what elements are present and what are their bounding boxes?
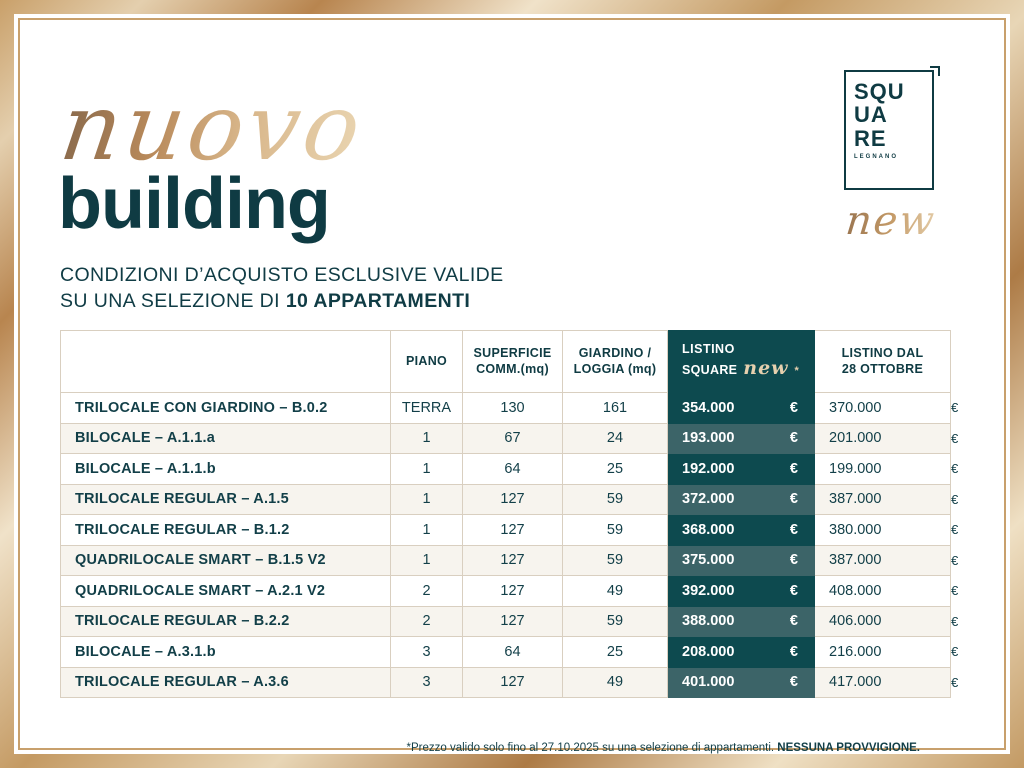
cell-superficie: 67 bbox=[463, 423, 563, 454]
cell-price-new: 192.000 € bbox=[668, 454, 815, 485]
price-table-head bbox=[61, 331, 975, 393]
cell-piano: 2 bbox=[391, 576, 463, 607]
cell-piano: TERRA bbox=[391, 393, 463, 424]
cell-price-old: 216.000 bbox=[815, 637, 951, 668]
cell-superficie: 127 bbox=[463, 576, 563, 607]
th-giardino-loggia bbox=[563, 331, 668, 393]
table-row bbox=[61, 393, 975, 424]
cell-unit-name: TRILOCALE REGULAR – A.1.5 bbox=[61, 484, 391, 515]
th-listino-old bbox=[815, 331, 951, 393]
footnote bbox=[60, 742, 950, 754]
page-title: building bbox=[58, 164, 330, 244]
cell-giardino: 59 bbox=[563, 515, 668, 546]
cell-price-old: 201.000 bbox=[815, 423, 951, 454]
cell-giardino: 59 bbox=[563, 606, 668, 637]
cell-currency-symbol: € bbox=[951, 484, 975, 515]
cell-currency-symbol: € bbox=[951, 393, 975, 424]
th-listino-square-word: SQUARE bbox=[682, 363, 738, 378]
th-listino-old-l1: LISTINO DAL bbox=[841, 345, 924, 360]
flyer-content bbox=[34, 30, 990, 754]
cell-superficie: 130 bbox=[463, 393, 563, 424]
cell-unit-name: TRILOCALE CON GIARDINO – B.0.2 bbox=[61, 393, 391, 424]
cell-currency-symbol: € bbox=[951, 454, 975, 485]
cell-giardino: 59 bbox=[563, 545, 668, 576]
cell-price-old: 370.000 bbox=[815, 393, 951, 424]
cell-price-old: 406.000 bbox=[815, 606, 951, 637]
cell-currency-symbol: € bbox=[951, 515, 975, 546]
footnote-text: *Prezzo valido solo fino al 27.10.2025 su una selezione di appartamenti. bbox=[406, 742, 778, 754]
cell-unit-name: TRILOCALE REGULAR – B.2.2 bbox=[61, 606, 391, 637]
cell-price-old: 387.000 bbox=[815, 545, 951, 576]
script-headline: nuovo bbox=[54, 74, 371, 181]
cell-unit-name: BILOCALE – A.1.1.b bbox=[61, 454, 391, 485]
cell-price-new: 368.000 € bbox=[668, 515, 815, 546]
cell-giardino: 59 bbox=[563, 484, 668, 515]
th-giardino-l1: GIARDINO / bbox=[578, 345, 652, 360]
table-row bbox=[61, 667, 975, 698]
cell-superficie: 64 bbox=[463, 454, 563, 485]
cell-superficie: 127 bbox=[463, 545, 563, 576]
subtitle-line-1: CONDIZIONI D’ACQUISTO ESCLUSIVE VALIDE bbox=[60, 264, 504, 286]
cell-piano: 2 bbox=[391, 606, 463, 637]
cell-price-old: 199.000 bbox=[815, 454, 951, 485]
subtitle-line-2 bbox=[60, 288, 504, 314]
cell-unit-name: QUADRILOCALE SMART – B.1.5 V2 bbox=[61, 545, 391, 576]
cell-price-old: 387.000 bbox=[815, 484, 951, 515]
th-listino-l1: LISTINO bbox=[682, 341, 735, 356]
cell-unit-name: QUADRILOCALE SMART – A.2.1 V2 bbox=[61, 576, 391, 607]
cell-price-new: 388.000 € bbox=[668, 606, 815, 637]
cell-superficie: 127 bbox=[463, 667, 563, 698]
th-piano: PIANO bbox=[391, 331, 463, 393]
cell-giardino: 49 bbox=[563, 576, 668, 607]
cell-price-new: 354.000 € bbox=[668, 393, 815, 424]
th-superficie-l2: COMM.(mq) bbox=[476, 361, 549, 376]
cell-price-old: 408.000 bbox=[815, 576, 951, 607]
th-currency-spacer bbox=[951, 331, 975, 393]
cell-giardino: 24 bbox=[563, 423, 668, 454]
cell-price-old: 380.000 bbox=[815, 515, 951, 546]
table-row bbox=[61, 423, 975, 454]
cell-unit-name: BILOCALE – A.1.1.a bbox=[61, 423, 391, 454]
subtitle-apartments-count: 10 APPARTAMENTI bbox=[285, 290, 471, 313]
cell-piano: 1 bbox=[391, 515, 463, 546]
th-superficie-l1: SUPERFICIE bbox=[473, 345, 552, 360]
th-listino-square-new bbox=[668, 331, 815, 393]
cell-price-old: 417.000 bbox=[815, 667, 951, 698]
cell-price-new: 375.000 € bbox=[668, 545, 815, 576]
cell-piano: 3 bbox=[391, 637, 463, 668]
cell-price-new: 193.000 € bbox=[668, 423, 815, 454]
subtitle bbox=[60, 262, 504, 315]
cell-giardino: 25 bbox=[563, 454, 668, 485]
subtitle-line-2-text: SU UNA SELEZIONE DI bbox=[60, 290, 286, 313]
cell-piano: 3 bbox=[391, 667, 463, 698]
cell-unit-name: TRILOCALE REGULAR – A.3.6 bbox=[61, 667, 391, 698]
cell-piano: 1 bbox=[391, 423, 463, 454]
cell-currency-symbol: € bbox=[951, 606, 975, 637]
cell-piano: 1 bbox=[391, 454, 463, 485]
cell-currency-symbol: € bbox=[951, 576, 975, 607]
table-row bbox=[61, 545, 975, 576]
table-header-row bbox=[61, 331, 975, 393]
square-legnano-logo bbox=[844, 70, 934, 190]
cell-giardino: 49 bbox=[563, 667, 668, 698]
logo-brand-subtext: LEGNANO bbox=[854, 153, 898, 160]
cell-currency-symbol: € bbox=[951, 423, 975, 454]
table-row bbox=[61, 606, 975, 637]
th-giardino-l2: LOGGIA (mq) bbox=[573, 361, 657, 376]
table-row bbox=[61, 637, 975, 668]
cell-currency-symbol: € bbox=[951, 667, 975, 698]
cell-price-new: 401.000 € bbox=[668, 667, 815, 698]
cell-superficie: 127 bbox=[463, 606, 563, 637]
cell-unit-name: BILOCALE – A.3.1.b bbox=[61, 637, 391, 668]
cell-unit-name: TRILOCALE REGULAR – B.1.2 bbox=[61, 515, 391, 546]
table-row bbox=[61, 484, 975, 515]
cell-superficie: 127 bbox=[463, 515, 563, 546]
cell-price-new: 372.000 € bbox=[668, 484, 815, 515]
price-table-body bbox=[61, 393, 975, 698]
table-row bbox=[61, 576, 975, 607]
logo-line-3: RE bbox=[854, 125, 887, 151]
table-row bbox=[61, 515, 975, 546]
cell-price-new: 208.000 € bbox=[668, 637, 815, 668]
th-listino-l2 bbox=[682, 357, 814, 381]
cell-piano: 1 bbox=[391, 484, 463, 515]
logo-line-1: SQU bbox=[854, 79, 905, 104]
th-listino-old-l2: 28 OTTOBRE bbox=[841, 361, 924, 376]
cell-currency-symbol: € bbox=[951, 637, 975, 668]
th-listino-asterisk: * bbox=[794, 365, 800, 378]
th-superficie bbox=[463, 331, 563, 393]
th-unit-name bbox=[61, 331, 391, 393]
footnote-strong: NESSUNA PROVVIGIONE. bbox=[777, 742, 920, 754]
price-table-wrapper bbox=[60, 330, 959, 698]
cell-giardino: 161 bbox=[563, 393, 668, 424]
cell-giardino: 25 bbox=[563, 637, 668, 668]
cell-currency-symbol: € bbox=[951, 545, 975, 576]
table-row bbox=[61, 454, 975, 485]
price-table bbox=[60, 330, 975, 698]
cell-piano: 1 bbox=[391, 545, 463, 576]
logo-line-2: UA bbox=[854, 102, 888, 128]
cell-superficie: 64 bbox=[463, 637, 563, 668]
cell-price-new: 392.000 € bbox=[668, 576, 815, 607]
cell-superficie: 127 bbox=[463, 484, 563, 515]
logo-script-new: new bbox=[843, 198, 939, 244]
th-listino-script-new: new bbox=[743, 357, 789, 380]
